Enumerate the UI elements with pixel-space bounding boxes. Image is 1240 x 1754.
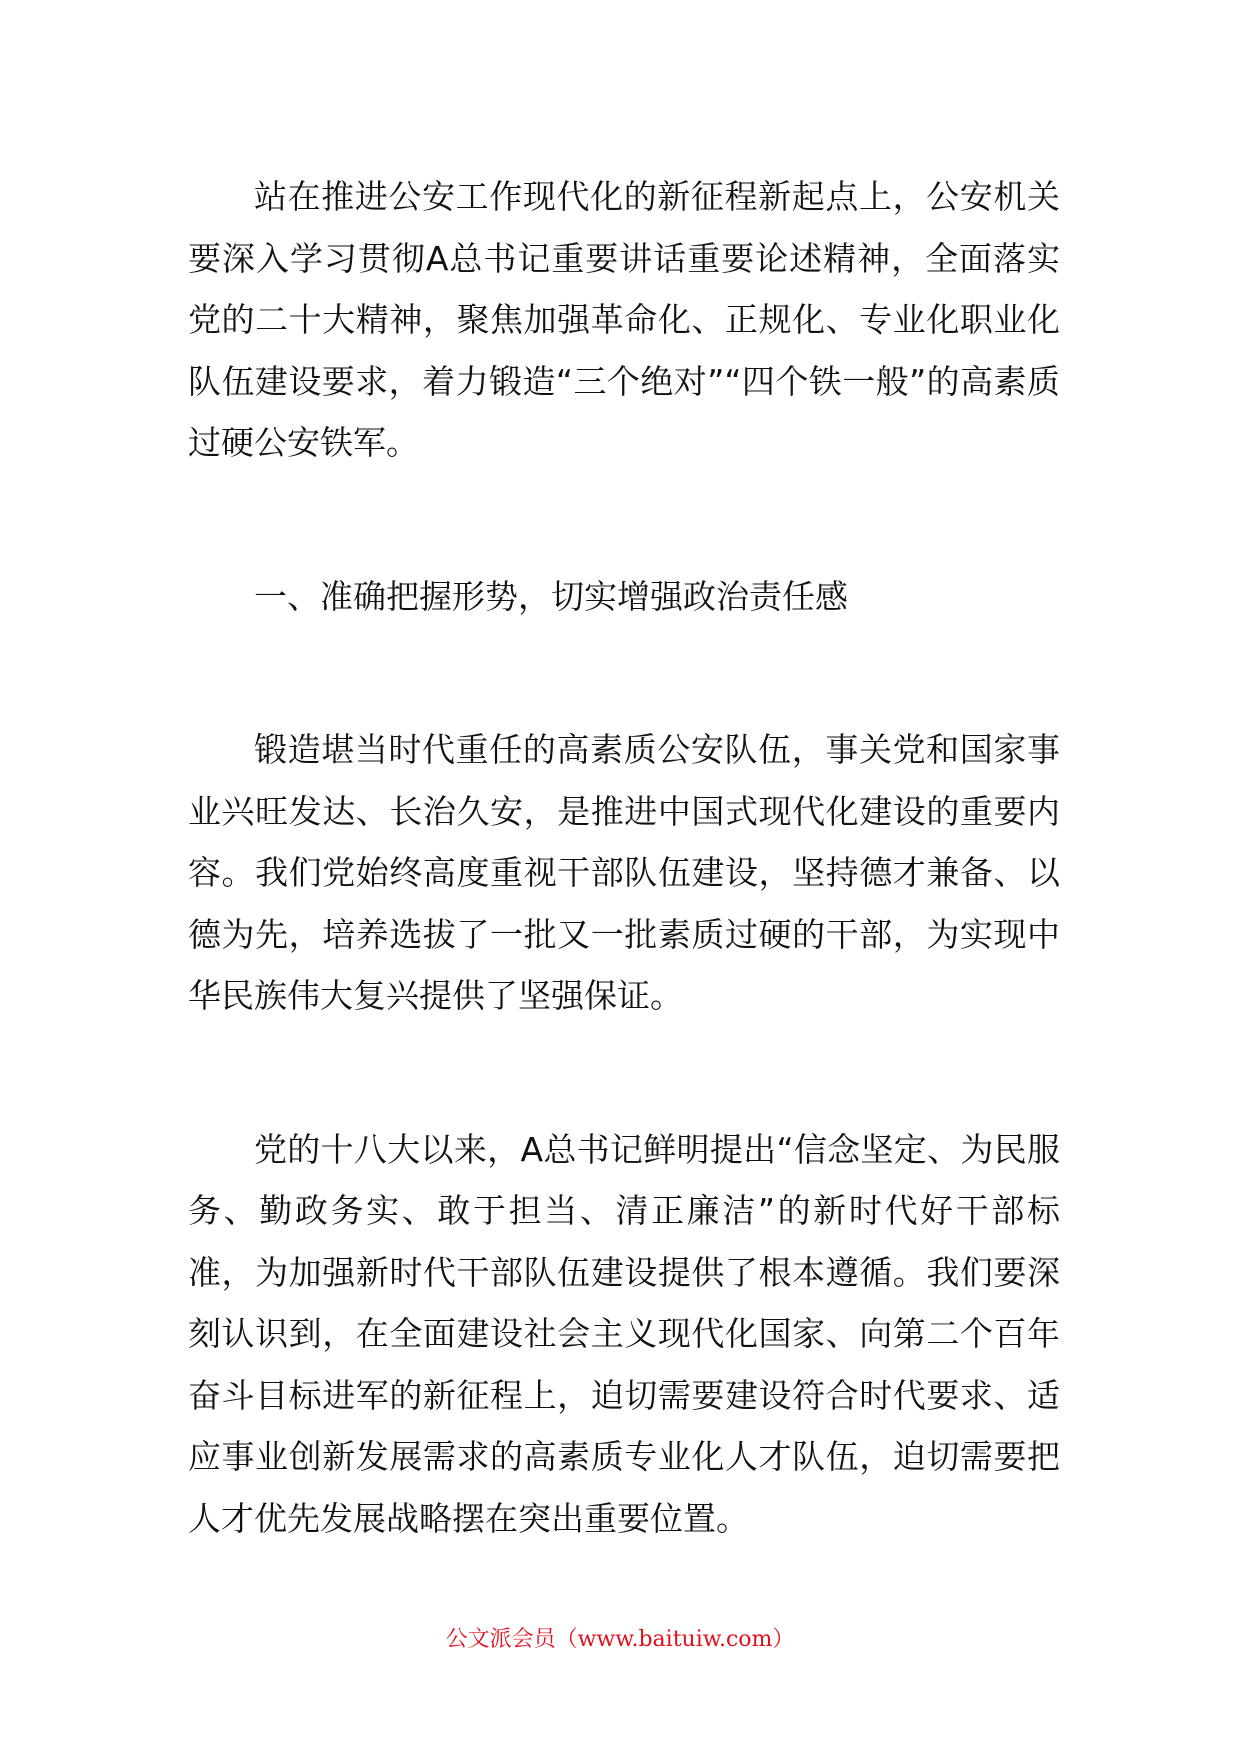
paragraph-gap <box>188 627 1060 719</box>
footer-watermark-text: 公文派会员（www.baituiw.com） <box>445 1627 795 1652</box>
section-heading: 一、准确把握形势，切实增强政治责任感 <box>254 576 848 616</box>
document-body <box>188 166 1060 1549</box>
paragraph-gap <box>188 1027 1060 1119</box>
paragraph-gap <box>188 474 1060 566</box>
paragraph-intro: 站在推进公安工作现代化的新征程新起点上，公安机关要深入学习贯彻A总书记重要讲话重要论述精神，全面落实党的二十大精神，聚焦加强革命化、正规化、专业化职业化队伍建设要求，着力锻造“三个绝对”“四个铁一般”的高素质过硬公安铁军。 <box>188 177 1060 462</box>
paragraph-situation: 锻造堪当时代重任的高素质公安队伍，事关党和国家事业兴旺发达、长治久安，是推进中国式现代化建设的重要内容。我们党始终高度重视干部队伍建设，坚持德才兼备、以德为先，培养选拔了一批又一批素质过硬的干部，为实现中华民族伟大复兴提供了坚强保证。 <box>188 730 1060 1015</box>
paragraph-standards: 党的十八大以来，A总书记鲜明提出“信念坚定、为民服务、勤政务实、敢于担当、清正廉洁”的新时代好干部标准，为加强新时代干部队伍建设提供了根本遵循。我们要深刻认识到，在全面建设社会主义现代化国家、向第二个百年奋斗目标进军的新征程上，迫切需要建设符合时代要求、适应事业创新发展需求的高素质专业化人才队伍，迫切需要把人才优先发展战略摆在突出重要位置。 <box>188 1129 1060 1538</box>
